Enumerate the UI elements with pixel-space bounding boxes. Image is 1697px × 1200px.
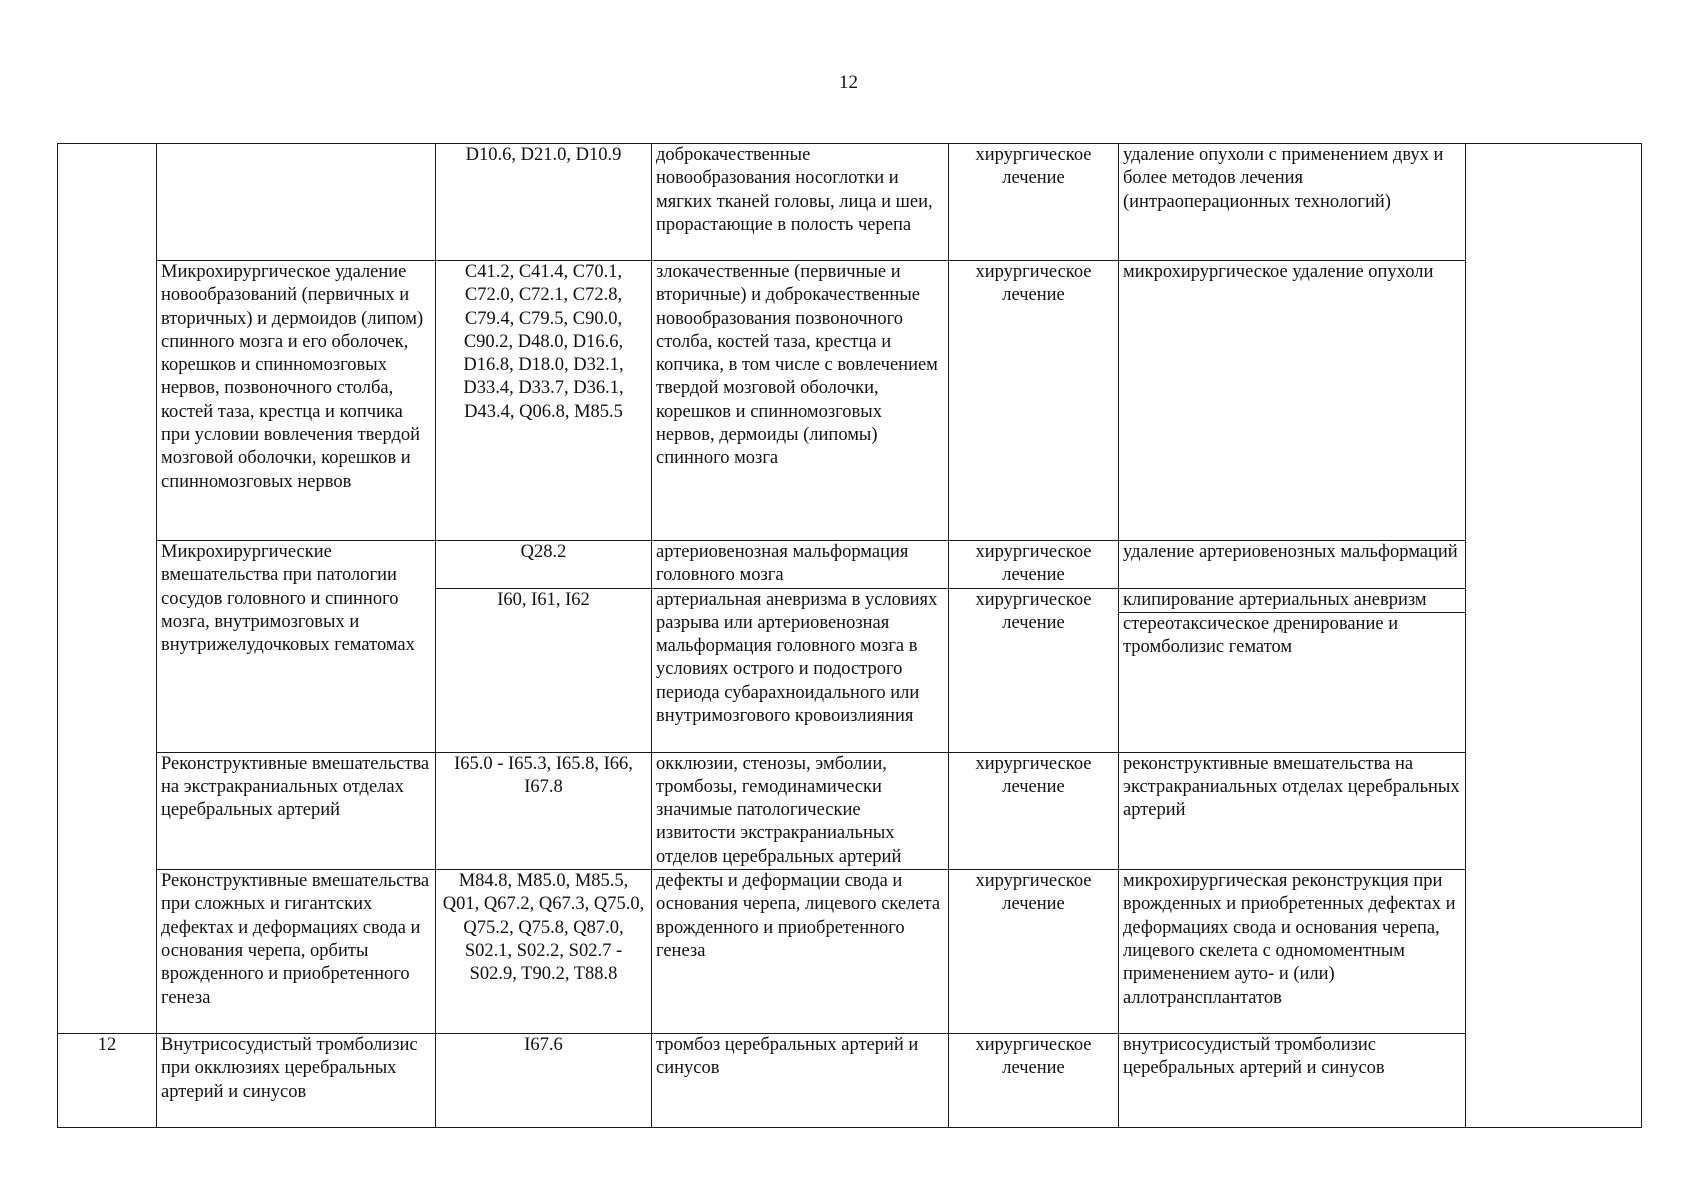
patient-model-cell: дефекты и деформации свода и основания черепа, лицевого скелета врожденного и приобретенного генеза xyxy=(652,870,949,1034)
treatment-method-cell xyxy=(1119,588,1466,752)
patient-model-cell: артериальная аневризма в условиях разрыва или артериовенозная мальформация головного мозга в условиях острого и подострого периода субарахноидального или внутримозгового кровоизлияния xyxy=(652,588,949,752)
treatment-method-cell: микрохирургическое удаление опухоли xyxy=(1119,261,1466,541)
icd-codes-cell: C41.2, C41.4, C70.1, C72.0, C72.1, C72.8, C79.4, C79.5, C90.0, C90.2, D48.0, D16.6, D16.8, D18.0, D32.1, D33.4, D33.7, D36.1, D43.4, Q06.8, M85.5 xyxy=(436,261,652,541)
icd-codes-cell: Q28.2 xyxy=(436,541,652,589)
page-number: 12 xyxy=(839,72,858,93)
row-number-cell xyxy=(58,870,157,1034)
treatment-type-cell: хирургическое лечение xyxy=(949,588,1119,752)
treatment-method-cell: удаление артериовенозных мальформаций xyxy=(1119,541,1466,589)
icd-codes-cell: M84.8, M85.0, M85.5, Q01, Q67.2, Q67.3, Q75.0, Q75.2, Q75.8, Q87.0, S02.1, S02.2, S02.7 - S02.9, T90.2, T88.8 xyxy=(436,870,652,1034)
row-number-cell xyxy=(58,144,157,261)
icd-codes-cell: I65.0 - I65.3, I65.8, I66, I67.8 xyxy=(436,752,652,869)
table-row xyxy=(58,1034,1642,1128)
row-number-cell: 12 xyxy=(58,1034,157,1128)
treatment-type-cell: хирургическое лечение xyxy=(949,870,1119,1034)
row-number-cell xyxy=(58,541,157,753)
procedure-name-cell: Микрохирургическое удаление новообразований (первичных и вторичных) и дермоидов (липом) спинного мозга и его оболочек, корешков и спинномозговых нервов, позвоночного столба, костей таза, крестца и копчика при условии вовлечения твердой мозговой оболочки, корешков и спинномозговых нервов xyxy=(157,261,436,541)
patient-model-cell: окклюзии, стенозы, эмболии, тромбозы, гемодинамически значимые патологические извитости экстракраниальных отделов церебральных артерий xyxy=(652,752,949,869)
table-row xyxy=(58,261,1642,541)
treatment-type-cell: хирургическое лечение xyxy=(949,541,1119,589)
row-number-cell xyxy=(58,261,157,541)
icd-codes-cell: D10.6, D21.0, D10.9 xyxy=(436,144,652,261)
procedure-name-cell: Реконструктивные вмешательства при сложных и гигантских дефектах и деформациях свода и основания черепа, орбиты врожденного и приобретенного генеза xyxy=(157,870,436,1034)
treatment-method-cell: микрохирургическая реконструкция при врожденных и приобретенных дефектах и деформациях свода и основания черепа, лицевого скелета с одномоментным применением ауто- и (или) аллотрансплантатов xyxy=(1119,870,1466,1034)
treatment-method-cell: удаление опухоли с применением двух и более методов лечения (интраоперационных технологий) xyxy=(1119,144,1466,261)
treatment-type-cell: хирургическое лечение xyxy=(949,144,1119,261)
treatment-method-line: стереотаксическое дренирование и тромболизис гематом xyxy=(1123,613,1399,657)
cost-cell xyxy=(1466,144,1642,1128)
treatment-type-cell: хирургическое лечение xyxy=(949,261,1119,541)
table-row xyxy=(58,144,1642,261)
treatment-method-line: клипирование артериальных аневризм xyxy=(1119,589,1465,613)
icd-codes-cell: I60, I61, I62 xyxy=(436,588,652,752)
treatment-type-cell: хирургическое лечение xyxy=(949,1034,1119,1128)
patient-model-cell: злокачественные (первичные и вторичные) и доброкачественные новообразования позвоночного столба, костей таза, крестца и копчика, в том числе с вовлечением твердой мозговой оболочки, корешков и спинномозговых нервов, дермоиды (липомы) спинного мозга xyxy=(652,261,949,541)
procedure-name-cell: Микрохирургические вмешательства при патологии сосудов головного и спинного мозга, внутримозговых и внутрижелудочковых гематомах xyxy=(157,541,436,753)
patient-model-cell: тромбоз церебральных артерий и синусов xyxy=(652,1034,949,1128)
medical-care-table xyxy=(57,143,1642,1128)
procedure-name-cell: Внутрисосудистый тромболизис при окклюзиях церебральных артерий и синусов xyxy=(157,1034,436,1128)
patient-model-cell: доброкачественные новообразования носоглотки и мягких тканей головы, лица и шеи, прорастающие в полость черепа xyxy=(652,144,949,261)
patient-model-cell: артериовенозная мальформация головного мозга xyxy=(652,541,949,589)
row-number-cell xyxy=(58,752,157,869)
table-row xyxy=(58,752,1642,869)
treatment-method-cell: реконструктивные вмешательства на экстракраниальных отделах церебральных артерий xyxy=(1119,752,1466,869)
procedure-name-cell xyxy=(157,144,436,261)
icd-codes-cell: I67.6 xyxy=(436,1034,652,1128)
procedure-name-cell: Реконструктивные вмешательства на экстракраниальных отделах церебральных артерий xyxy=(157,752,436,869)
treatment-type-cell: хирургическое лечение xyxy=(949,752,1119,869)
table-row xyxy=(58,870,1642,1034)
treatment-method-cell: внутрисосудистый тромболизис церебральных артерий и синусов xyxy=(1119,1034,1466,1128)
table-row xyxy=(58,541,1642,589)
